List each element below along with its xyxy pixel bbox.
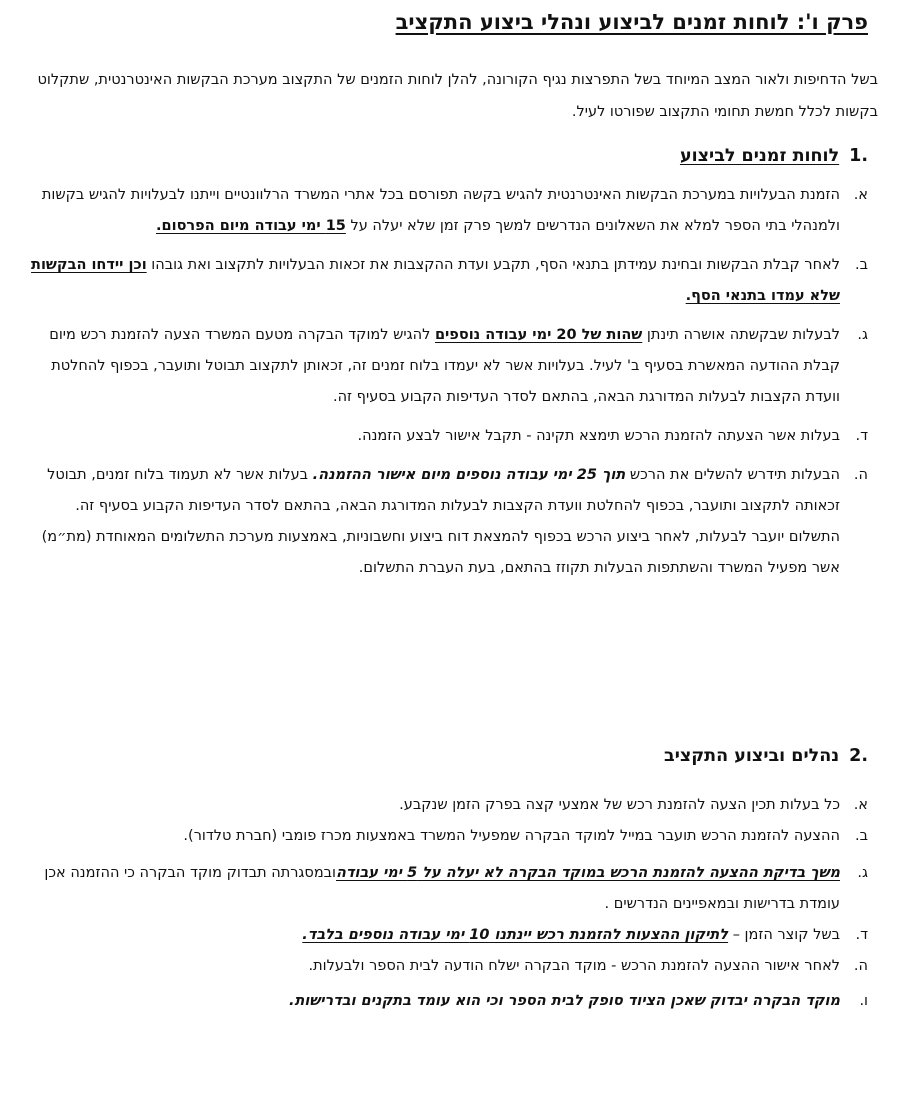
item-marker: ב. — [855, 257, 868, 273]
list-item — [22, 790, 868, 821]
item-marker: א. — [853, 797, 868, 813]
item-text: כל בעלות תכין הצעה להזמנת רכש של אמצעי קצה בפרק הזמן שנקבע. — [399, 797, 840, 813]
item-marker: ב. — [855, 828, 868, 844]
item-text: ההצעה להזמנת הרכש תועבר במייל למוקד הבקרה שמפעיל המשרד באמצעות מכרז פומבי (חברת טלדור). — [183, 828, 840, 844]
list-item — [22, 920, 868, 951]
emphasized-text: וכן יידחו הבקשות שלא עמדו בתנאי הסף. — [31, 257, 840, 304]
chapter-title: פרק ו': לוחות זמנים לביצוע ונהלי ביצוע התקציב — [395, 10, 868, 34]
item-text: הבעלות תידרש להשלים את הרכש תוך 25 ימי עבודה נוספים מיום אישור ההזמנה. בעלות אשר לא תעמוד בלוח זמנים, תבוטל זכאותה לתקצוב ותועבר, בכפוף להחלטת וועדת הקצבות לבעלות המדורגת הבאה, בהתאם לסדר העדיפות הקבוע בסעיף זה. — [47, 467, 840, 514]
item-marker: ד. — [855, 428, 868, 444]
emphasized-deadline: לתיקון ההצעות להזמנת רכש יינתנו 10 ימי עבודה נוספים בלבד. — [302, 927, 729, 943]
list-item — [22, 821, 868, 852]
list-item — [22, 460, 868, 584]
emphasized-deadline: תוך 25 ימי עבודה נוספים מיום אישור ההזמנה. — [312, 467, 626, 483]
item-extra-text: התשלום יועבר לבעלות, לאחר ביצוע הרכש בכפוף להמצאת דוח ביצוע וחשבוניות, באמצעות מערכת התשלומים המאוחדת (מת״מ) אשר מפעיל המשרד והשתתפות הבעלות תקוזז בהתאם, בעת העברת התשלום. — [41, 529, 840, 576]
section-1-heading — [680, 146, 868, 166]
item-text: לבעלות שבקשתה אושרה תינתן שהות של 20 ימי עבודה נוספים להגיש למוקד הבקרה מטעם המשרד הצעה להזמנת רכש מיום קבלת ההודעה המאשרת בסעיף ב' לעיל. בעלויות אשר לא יעמדו בלוח זמנים זה, זכאותן לתקצוב תבוטל ותועבר, בכפוף להחלטת וועדת הקצבות לבעלות המדורגת הבאה, בהתאם לסדר העדיפות הקבוע בסעיף זה. — [49, 327, 840, 405]
item-marker: א. — [853, 187, 868, 203]
item-marker: ה. — [853, 467, 868, 483]
item-marker: ג. — [857, 865, 868, 881]
item-text: משך בדיקת ההצעה להזמנת הרכש במוקד הבקרה לא יעלה על 5 ימי עבודהובמסגרתה תבדוק מוקד הבקרה כי ההזמנה אכן עומדת בדרישות ובמאפיינים הנדרשים . — [44, 865, 840, 912]
item-text: הזמנת הבעלויות במערכת הבקשות האינטרנטית להגיש בקשה תפורסם בכל אתרי המשרד הרלוונטיים וייתנו לבעלויות להגיש בקשות ולמנהלי בתי הספר למלא את השאלונים הנדרשים למשך פרק זמן שלא יעלה על 15 ימי עבודה מיום הפרסום. — [41, 187, 840, 234]
section-2-number: .2 — [849, 746, 868, 766]
section-1-title: לוחות זמנים לביצוע — [679, 146, 840, 166]
item-text: מוקד הבקרה יבדוק שאכן הציוד סופק לבית הספר וכי הוא עומד בתקנים ובדרישות. — [289, 993, 840, 1009]
item-marker: ה. — [853, 958, 868, 974]
section-1-list — [22, 180, 868, 584]
section-2-title: נהלים וביצוע התקציב — [664, 746, 840, 766]
item-text: לאחר אישור ההצעה להזמנת הרכש - מוקד הבקרה ישלח הודעה לבית הספר ולבעלות. — [308, 958, 840, 974]
item-text: בעלות אשר הצעתה להזמנת הרכש תימצא תקינה - תקבל אישור לבצע הזמנה. — [357, 428, 840, 444]
item-marker: ג. — [857, 327, 868, 343]
list-item — [22, 320, 868, 413]
list-item — [22, 951, 868, 982]
list-item — [22, 421, 868, 452]
list-item — [22, 858, 868, 920]
emphasized-deadline: 15 ימי עבודה מיום הפרסום. — [155, 218, 346, 234]
item-text: לאחר קבלת הבקשות ובחינת עמידתן בתנאי הסף, תקבע ועדת ההקצבות את זכאות הבעלויות לתקצוב ואת גובהו וכן יידחו הבקשות שלא עמדו בתנאי הסף. — [31, 257, 840, 304]
section-2-heading — [664, 746, 868, 766]
section-1-number: .1 — [849, 146, 868, 166]
item-marker: ד. — [855, 927, 868, 943]
item-text: בשל קוצר הזמן – לתיקון ההצעות להזמנת רכש יינתנו 10 ימי עבודה נוספים בלבד. — [302, 927, 840, 943]
item-marker: ו. — [859, 993, 868, 1009]
list-item — [22, 250, 868, 312]
list-item — [22, 986, 868, 1017]
emphasized-deadline: משך בדיקת ההצעה להזמנת הרכש במוקד הבקרה לא יעלה על 5 ימי עבודה — [336, 865, 840, 881]
intro-paragraph: בשל הדחיפות ולאור המצב המיוחד בשל התפרצות נגיף הקורונה, להלן לוחות הזמנים של התקצוב מערכת הבקשות האינטרנטית, שתקלוט בקשות לכלל חמשת תחומי התקצוב שפורטו לעיל. — [37, 72, 878, 120]
list-item — [22, 180, 868, 242]
emphasized-deadline: שהות של 20 ימי עבודה נוספים — [434, 327, 643, 343]
section-2-list — [22, 790, 868, 1017]
